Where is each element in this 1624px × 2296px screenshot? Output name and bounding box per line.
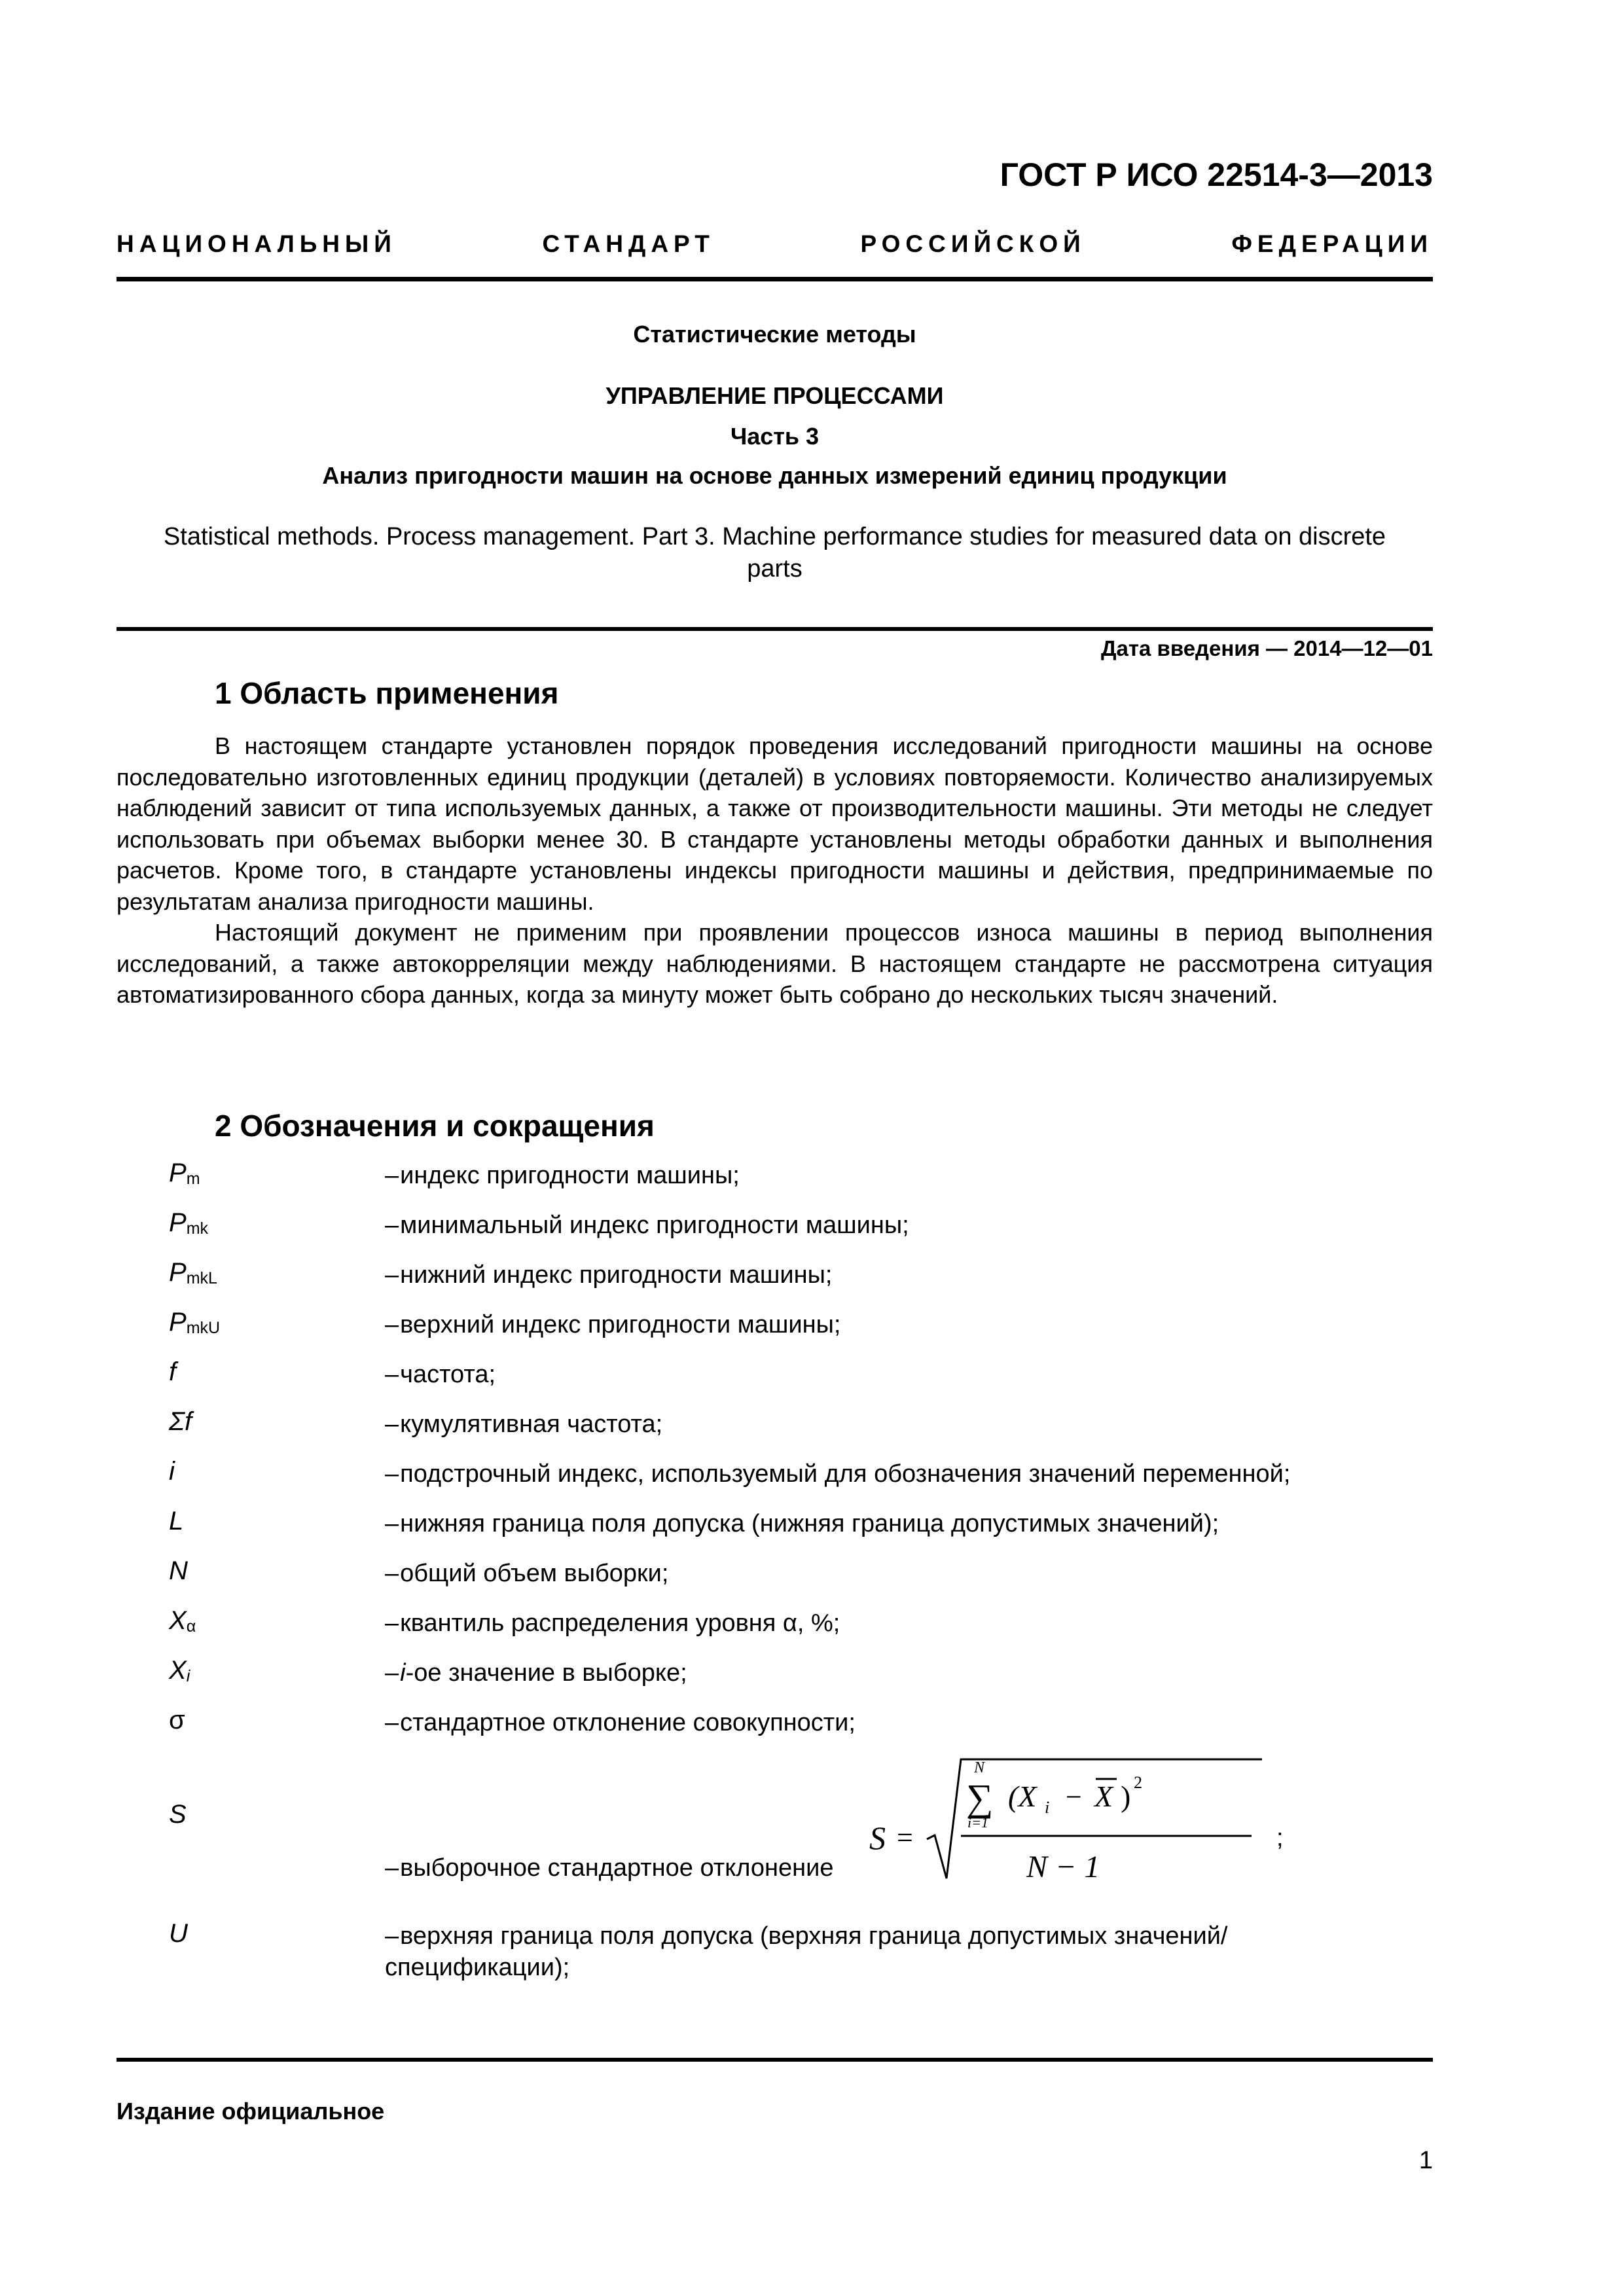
title-rule xyxy=(117,627,1433,631)
definition-symbol: σ xyxy=(169,1706,185,1734)
title-main: УПРАВЛЕНИЕ ПРОЦЕССАМИ xyxy=(605,382,944,409)
section-1-body xyxy=(117,730,1433,1011)
definition-symbol: f xyxy=(169,1357,177,1386)
definition-text: –стандартное отклонение совокупности; xyxy=(385,1709,856,1736)
definition-symbol: N xyxy=(169,1556,188,1585)
svg-text:S: S xyxy=(869,1820,886,1856)
definition-text: –нижний индекс пригодности машины; xyxy=(385,1261,833,1289)
definition-text: –i-ое значение в выборке; xyxy=(385,1659,687,1687)
svg-text:i=1: i=1 xyxy=(967,1814,988,1831)
definition-symbol: Xi xyxy=(169,1656,190,1685)
definitions-list xyxy=(117,1157,1433,2003)
definition-item xyxy=(117,1655,1433,1704)
definition-symbol: i xyxy=(169,1457,175,1486)
definition-text: –выборочное стандартное отклонение xyxy=(385,1854,834,1882)
paragraph: В настоящем стандарте установлен порядок проведения исследований пригодности машины на основе последовательно изготовленных единиц продукции (деталей) в условиях повторяемости. Количество анализируемых наблюдений зависит от типа используемых данных, а также от производительности машины. Эти методы не следует использовать при объемах выборки менее 30. В стандарте установлены методы обработки данных и выполнения расчетов. Кроме того, в стандарте установлены индексы пригодности машины и действия, предпринимаемые по результатам анализа пригодности машины. xyxy=(117,732,1433,915)
svg-text:=: = xyxy=(897,1821,913,1854)
definition-symbol: Σf xyxy=(169,1407,192,1436)
definition-item xyxy=(117,1257,1433,1306)
svg-text:): ) xyxy=(1121,1780,1131,1813)
definition-text: –верхняя граница поля допуска (верхняя граница допустимых значений/спецификации); xyxy=(385,1922,1228,1981)
svg-text:2: 2 xyxy=(1134,1773,1142,1792)
definition-symbol: Xα xyxy=(169,1606,196,1636)
definition-symbol: L xyxy=(169,1507,184,1535)
national-standard-title: НАЦИОНАЛЬНЫЙ СТАНДАРТ РОССИЙСКОЙ ФЕДЕРАЦИИ xyxy=(117,230,1433,257)
definition-text: –частота; xyxy=(385,1361,496,1388)
definition-item xyxy=(117,1555,1433,1605)
definition-text: –нижняя граница поля допуска (нижняя граница допустимых значений); xyxy=(385,1510,1219,1537)
definition-item xyxy=(117,1306,1433,1356)
definition-item xyxy=(117,1406,1433,1456)
definition-symbol: PmkU xyxy=(169,1308,221,1337)
title-part: Часть 3 xyxy=(730,423,820,450)
gost-number: ГОСТ Р ИСО 22514-3—2013 xyxy=(1000,156,1433,193)
definition-text: –индекс пригодности машины; xyxy=(385,1162,740,1189)
paragraph: Настоящий документ не применим при проявлении процессов износа машины в период выполнения исследований, а также автокорреляции между наблюдениями. В настоящем стандарте не рассмотрена ситуация автоматизированного сбора данных, когда за минуту может быть собрано до нескольких тысяч значений. xyxy=(117,919,1433,1008)
section-2-heading: 2 Обозначения и сокращения xyxy=(215,1109,655,1143)
definition-item xyxy=(117,1157,1433,1207)
definition-symbol: U xyxy=(169,1919,188,1948)
svg-text:−: − xyxy=(1066,1781,1082,1813)
svg-text:N: N xyxy=(974,1759,985,1776)
definition-text: –минимальный индекс пригодности машины; xyxy=(385,1211,909,1239)
footer-rule xyxy=(117,2058,1433,2062)
title-category: Статистические методы xyxy=(633,321,916,348)
svg-text:;: ; xyxy=(1276,1824,1284,1852)
svg-text:X: X xyxy=(1094,1780,1113,1813)
definition-text: –квантиль распределения уровня α, %; xyxy=(385,1609,840,1637)
definition-item xyxy=(117,1356,1433,1406)
definition-symbol: Pmk xyxy=(169,1208,209,1238)
intro-date: Дата введения — 2014—12—01 xyxy=(1101,636,1433,660)
definition-symbol: PmkL xyxy=(169,1258,217,1287)
definition-symbol: Pm xyxy=(169,1158,200,1188)
svg-text:N − 1: N − 1 xyxy=(1026,1850,1100,1884)
definition-item xyxy=(117,1918,1433,2003)
definition-text: –верхний индекс пригодности машины; xyxy=(385,1311,841,1338)
page-number: 1 xyxy=(1418,2147,1433,2174)
svg-text:∑: ∑ xyxy=(966,1776,994,1819)
sample-std-deviation-formula xyxy=(869,1748,1288,1898)
definition-text: –кумулятивная частота; xyxy=(385,1410,663,1438)
definition-item xyxy=(117,1754,1433,1918)
definition-item xyxy=(117,1207,1433,1257)
svg-text:(X: (X xyxy=(1008,1780,1037,1813)
title-subtitle: Анализ пригодности машин на основе данных измерений единиц продукции xyxy=(322,462,1227,489)
definition-text: –подстрочный индекс, используемый для обозначения значений переменной; xyxy=(385,1460,1291,1488)
top-rule xyxy=(117,277,1433,281)
definition-item xyxy=(117,1704,1433,1754)
definition-item xyxy=(117,1505,1433,1555)
official-edition-label: Издание официальное xyxy=(117,2098,385,2125)
definition-item xyxy=(117,1456,1433,1505)
definition-item xyxy=(117,1605,1433,1655)
definition-text: –общий объем выборки; xyxy=(385,1560,669,1587)
title-english: Statistical methods. Process management. Part 3. Machine performance studies for measured data on discrete parts xyxy=(163,523,1386,583)
definition-symbol: S xyxy=(169,1800,187,1829)
svg-text:i: i xyxy=(1045,1798,1050,1817)
section-1-heading: 1 Область применения xyxy=(215,676,559,710)
